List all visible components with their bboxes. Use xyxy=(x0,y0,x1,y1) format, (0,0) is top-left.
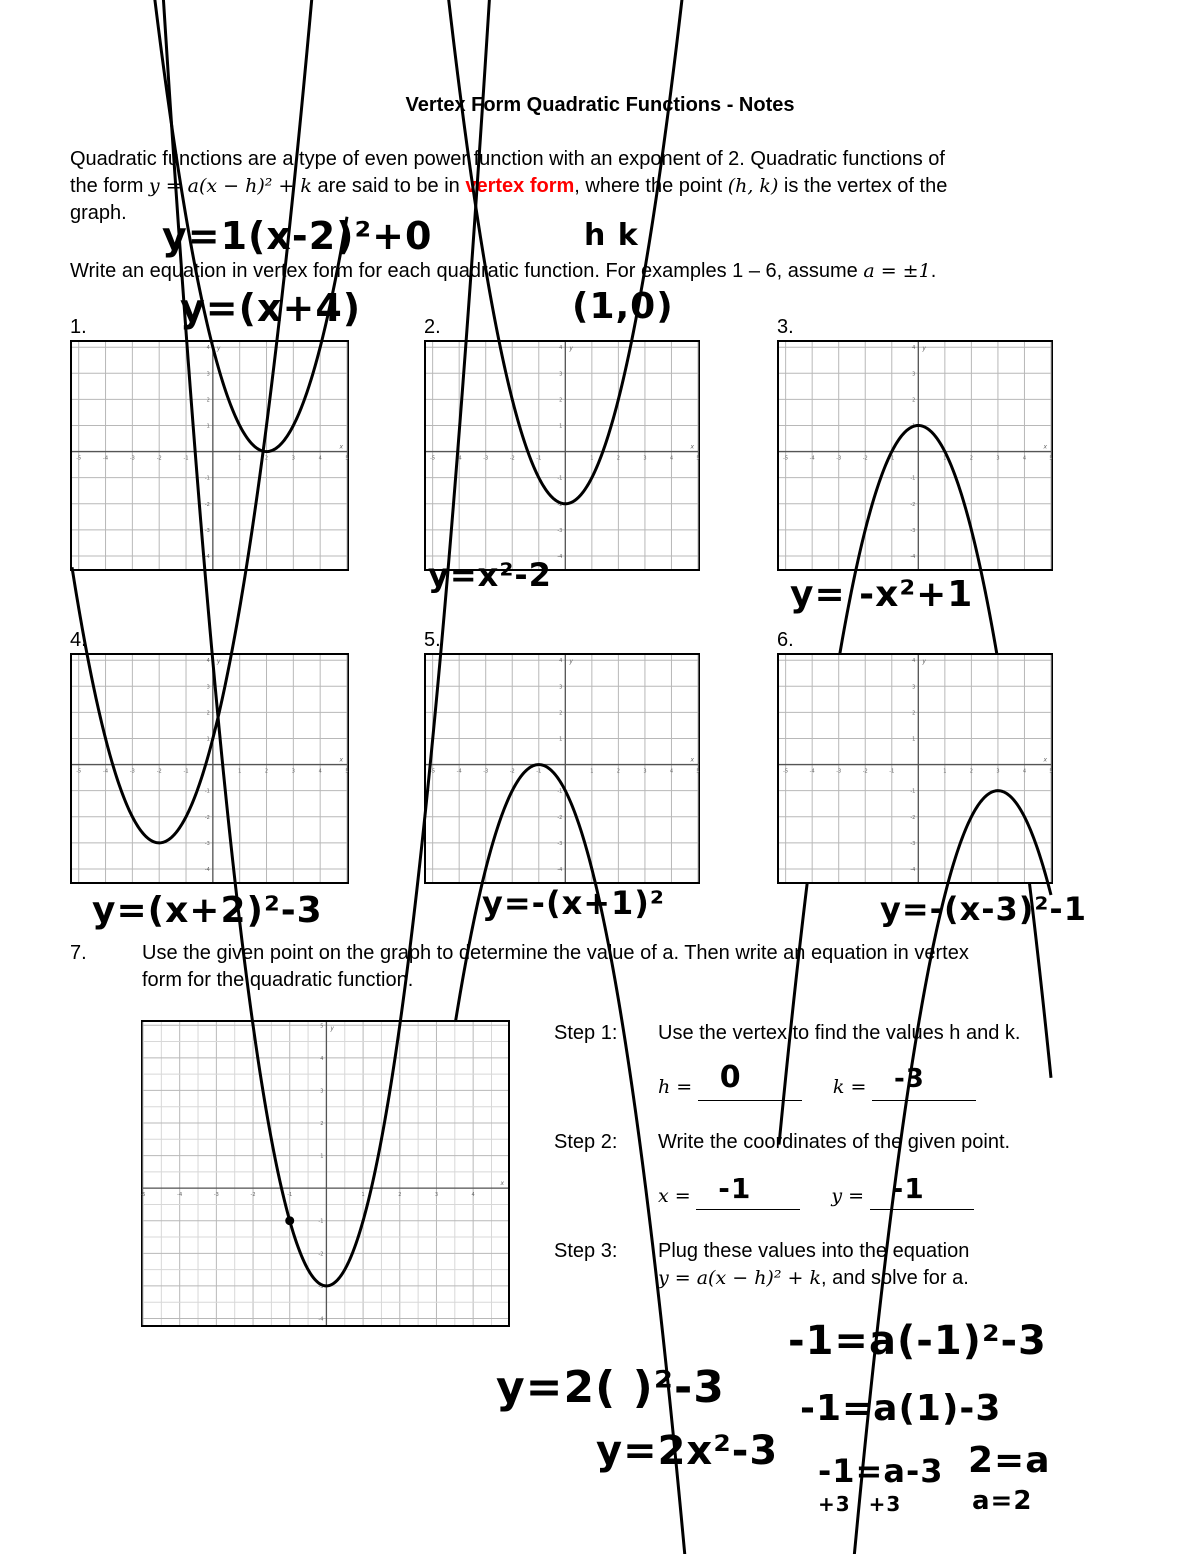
y-tick-label: 3 xyxy=(559,684,563,691)
handwritten-vertex: (1,0) xyxy=(572,286,674,327)
x-tick-label: 2 xyxy=(616,455,620,462)
given-point xyxy=(285,1216,294,1225)
x-tick-label: 3 xyxy=(996,768,1000,775)
y-tick-label: 1 xyxy=(559,736,563,743)
k-label: k = xyxy=(832,1076,867,1098)
x-tick-label: 1 xyxy=(238,455,242,462)
x-axis-label: x xyxy=(1043,756,1047,764)
work-right-2: -1=a(1)-3 xyxy=(800,1388,1002,1429)
graph-6 xyxy=(777,653,1053,884)
page-title: Vertex Form Quadratic Functions - Notes xyxy=(405,94,795,116)
graph-1 xyxy=(70,340,349,571)
y-tick-label: 1 xyxy=(912,736,916,743)
x-tick-label: -4 xyxy=(177,1192,183,1199)
intro-text: the form xyxy=(70,175,149,197)
graph-2 xyxy=(424,340,700,571)
y-tick-label: 4 xyxy=(559,658,563,665)
x-tick-label: -2 xyxy=(862,455,868,462)
x-tick-label: 5 xyxy=(1049,455,1053,462)
graph-7-plot xyxy=(140,1022,508,1325)
y-axis-label: y xyxy=(330,1025,334,1032)
y-tick-label: 3 xyxy=(206,371,210,378)
x-tick-label: -2 xyxy=(509,455,515,462)
x-tick-label: -1 xyxy=(889,768,895,775)
x-axis-label: x xyxy=(690,443,694,451)
x-tick-label: -5 xyxy=(430,768,436,775)
y-tick-label: 2 xyxy=(559,710,563,717)
x-tick-label: -3 xyxy=(129,768,135,775)
x-tick-label: 1 xyxy=(361,1192,365,1199)
vertex-form-formula: y = a(x − h)² + k xyxy=(148,175,312,197)
work-right-3-sub: +3 +3 xyxy=(818,1492,902,1516)
y-tick-label: -1 xyxy=(557,788,563,795)
x-tick-label: 1 xyxy=(943,768,947,775)
work-right-5: a=2 xyxy=(972,1486,1033,1516)
y-tick-label: 5 xyxy=(320,1023,324,1030)
y-value: -1 xyxy=(891,1172,925,1205)
y-tick-label: 2 xyxy=(912,397,916,404)
graph-5-plot xyxy=(426,655,698,882)
x-tick-label: -3 xyxy=(836,768,842,775)
work-left-1: y=2( )²-3 xyxy=(496,1362,725,1413)
y-tick-label: 2 xyxy=(206,397,210,404)
y-tick-label: -2 xyxy=(910,814,916,821)
x-axis-label: x xyxy=(500,1180,504,1188)
x-tick-label: -2 xyxy=(509,768,515,775)
step2-label: Step 2: xyxy=(554,1131,618,1153)
x-tick-label: 5 xyxy=(345,455,349,462)
step2-text: Write the coordinates of the given point. xyxy=(658,1131,1011,1153)
x-tick-label: -4 xyxy=(809,455,815,462)
x-tick-label: -4 xyxy=(103,768,109,775)
problem-label-5: 5. xyxy=(424,629,441,651)
graph-6-plot xyxy=(779,655,1051,882)
y-tick-label: -3 xyxy=(204,527,210,534)
y-tick-label: 3 xyxy=(559,371,563,378)
y-tick-label: 1 xyxy=(912,423,916,430)
x-tick-label: -4 xyxy=(456,768,462,775)
problem-label-2: 2. xyxy=(424,316,441,338)
step3-text xyxy=(658,1238,1138,1292)
x-tick-label: 1 xyxy=(943,455,947,462)
work-right-3: -1=a-3 xyxy=(818,1452,944,1490)
x-tick-label: 5 xyxy=(696,455,700,462)
y-tick-label: 4 xyxy=(320,1055,324,1062)
y-tick-label: -3 xyxy=(204,840,210,847)
y-tick-label: 3 xyxy=(320,1088,324,1095)
x-tick-label: -1 xyxy=(287,1192,293,1199)
x-tick-label: -1 xyxy=(889,455,895,462)
y-tick-label: -1 xyxy=(204,788,210,795)
y-tick-label: -2 xyxy=(204,814,210,821)
x-tick-label: -3 xyxy=(483,455,489,462)
handwritten-answer-6: y=-(x-3)²-1 xyxy=(880,890,1087,928)
x-tick-label: -2 xyxy=(156,768,162,775)
x-tick-label: -3 xyxy=(483,768,489,775)
x-tick-label: 2 xyxy=(616,768,620,775)
y-label: y = xyxy=(831,1185,865,1207)
x-tick-label: 4 xyxy=(318,455,322,462)
x-tick-label: 2 xyxy=(398,1192,402,1199)
handwritten-answer-2: y=x²-2 xyxy=(428,556,552,594)
intro-line-2 xyxy=(70,173,1140,200)
y-tick-label: 2 xyxy=(559,397,563,404)
step3-label: Step 3: xyxy=(554,1240,618,1262)
instruction-math: a = ±1 xyxy=(863,260,931,282)
x-tick-label: -3 xyxy=(213,1192,219,1199)
x-tick-label: -5 xyxy=(76,455,82,462)
x-axis-label: x xyxy=(339,756,343,764)
y-axis-label: y xyxy=(216,658,221,665)
instruction-text: . xyxy=(930,260,937,282)
vertex-form-highlight: vertex form xyxy=(465,175,575,197)
handwritten-answer-3: y= -x²+1 xyxy=(790,574,974,615)
y-tick-label: -1 xyxy=(557,475,563,482)
step3-formula: y = a(x − h)² + k xyxy=(658,1267,821,1289)
x-tick-label: -4 xyxy=(103,455,109,462)
graph-7 xyxy=(141,1020,510,1327)
y-tick-label: 4 xyxy=(912,658,916,665)
x-tick-label: 3 xyxy=(643,455,647,462)
problem-label-1: 1. xyxy=(70,316,87,338)
x-tick-label: -2 xyxy=(156,455,162,462)
y-tick-label: -1 xyxy=(318,1218,324,1225)
graph-1-plot xyxy=(72,342,347,569)
step1-label: Step 1: xyxy=(554,1022,618,1044)
x-tick-label: 2 xyxy=(969,768,973,775)
x-tick-label: 2 xyxy=(264,455,269,462)
y-tick-label: -4 xyxy=(204,553,210,560)
x-tick-label: 4 xyxy=(318,768,322,775)
k-blank[interactable] xyxy=(872,1064,976,1101)
step2-blanks xyxy=(658,1172,974,1210)
x-tick-label: 5 xyxy=(345,768,349,775)
step1-text: Use the vertex to find the values h and k. xyxy=(658,1022,1021,1044)
x-tick-label: -1 xyxy=(183,768,189,775)
step3-text-line-2 xyxy=(658,1265,1138,1292)
work-left-2: y=2x²-3 xyxy=(596,1428,779,1474)
x-label: x = xyxy=(658,1185,691,1207)
x-tick-label: -1 xyxy=(536,455,542,462)
x-value: -1 xyxy=(718,1172,752,1205)
x-tick-label: -2 xyxy=(862,768,868,775)
y-tick-label: -1 xyxy=(910,788,916,795)
handwritten-answer-5: y=-(x+1)² xyxy=(482,884,665,922)
y-tick-label: -4 xyxy=(318,1316,324,1323)
x-tick-label: 5 xyxy=(696,768,700,775)
handwritten-eq1: y=1(x-2)²+0 xyxy=(162,214,433,258)
y-tick-label: 4 xyxy=(559,345,563,352)
y-tick-label: -3 xyxy=(910,527,916,534)
graph-4 xyxy=(70,653,349,884)
instruction-text: Write an equation in vertex form for each quadratic function. For examples 1 – 6, assume xyxy=(70,260,864,282)
graph-3-plot xyxy=(779,342,1051,569)
y-tick-label: 1 xyxy=(206,423,210,430)
x-tick-label: -5 xyxy=(140,1192,146,1199)
y-tick-label: -3 xyxy=(557,840,563,847)
y-axis-label: y xyxy=(922,658,926,665)
graph-2-plot xyxy=(426,342,698,569)
intro-line-1: Quadratic functions are a type of even power function with an exponent of 2. Quadratic functions of xyxy=(70,148,945,170)
y-tick-label: -4 xyxy=(204,866,210,873)
y-axis-label: y xyxy=(216,345,221,352)
x-tick-label: 4 xyxy=(1022,455,1027,462)
y-tick-label: -2 xyxy=(318,1251,324,1258)
y-tick-label: -4 xyxy=(910,553,916,560)
y-tick-label: 2 xyxy=(912,710,916,717)
y-tick-label: 1 xyxy=(559,423,563,430)
y-tick-label: -3 xyxy=(910,840,916,847)
h-blank[interactable] xyxy=(698,1060,802,1101)
intro-line-3: graph. xyxy=(70,202,127,224)
y-tick-label: -2 xyxy=(910,501,916,508)
y-tick-label: 1 xyxy=(320,1153,324,1160)
y-tick-label: 2 xyxy=(206,710,210,717)
y-axis-label: y xyxy=(569,658,573,665)
handwritten-hk: h k xyxy=(584,218,639,253)
y-tick-label: 3 xyxy=(206,684,210,691)
problem-label-7: 7. xyxy=(70,942,87,964)
x-tick-label: -3 xyxy=(836,455,842,462)
x-tick-label: -1 xyxy=(536,768,542,775)
x-tick-label: 4 xyxy=(669,768,674,775)
step3-text-end: , and solve for a. xyxy=(820,1267,969,1289)
problem7-text xyxy=(142,940,1142,994)
x-tick-label: -5 xyxy=(783,768,789,775)
problem-label-3: 3. xyxy=(777,316,794,338)
graph-5 xyxy=(424,653,700,884)
y-tick-label: -4 xyxy=(557,866,563,873)
x-tick-label: 1 xyxy=(590,768,594,775)
x-axis-label: x xyxy=(1043,443,1047,451)
y-tick-label: -1 xyxy=(204,475,210,482)
h-label: h = xyxy=(658,1076,693,1098)
handwritten-answer-1: y=(x+4) xyxy=(180,286,362,330)
x-axis-label: x xyxy=(339,443,343,451)
h-value: 0 xyxy=(719,1060,742,1095)
intro-text: , where the point xyxy=(574,175,728,197)
work-right-1: -1=a(-1)²-3 xyxy=(788,1318,1047,1364)
step3-text-line-1: Plug these values into the equation xyxy=(658,1240,970,1262)
y-tick-label: -4 xyxy=(557,553,563,560)
y-tick-label: 2 xyxy=(320,1121,324,1127)
y-tick-label: 4 xyxy=(206,345,210,352)
y-tick-label: -2 xyxy=(204,501,210,508)
graph-3 xyxy=(777,340,1053,571)
x-tick-label: -4 xyxy=(456,455,462,462)
handwritten-answer-4: y=(x+2)²-3 xyxy=(92,890,323,931)
x-tick-label: -5 xyxy=(783,455,789,462)
problem-label-4: 4. xyxy=(70,629,87,651)
x-blank[interactable] xyxy=(696,1172,800,1210)
x-tick-label: 1 xyxy=(590,455,594,462)
y-tick-label: -3 xyxy=(318,1283,324,1290)
y-axis-label: y xyxy=(569,345,573,352)
x-tick-label: -5 xyxy=(76,768,82,775)
problem7-text-line-1: Use the given point on the graph to determine the value of a. Then write an equation in vertex xyxy=(142,942,969,964)
x-tick-label: 5 xyxy=(1049,768,1053,775)
x-tick-label: 3 xyxy=(643,768,647,775)
y-tick-label: 3 xyxy=(912,684,916,691)
x-tick-label: -2 xyxy=(250,1192,256,1199)
x-tick-label: 3 xyxy=(291,455,295,462)
x-tick-label: 1 xyxy=(238,768,242,775)
x-tick-label: 2 xyxy=(264,768,269,775)
y-tick-label: 3 xyxy=(912,371,916,378)
x-tick-label: 3 xyxy=(996,455,1000,462)
y-tick-label: 1 xyxy=(206,736,210,743)
y-tick-label: -2 xyxy=(557,501,563,508)
x-tick-label: -5 xyxy=(430,455,436,462)
y-tick-label: -3 xyxy=(557,527,563,534)
instruction xyxy=(70,258,1150,285)
k-value: -3 xyxy=(893,1064,925,1094)
x-axis-label: x xyxy=(690,756,694,764)
y-tick-label: -4 xyxy=(910,866,916,873)
x-tick-label: -1 xyxy=(183,455,189,462)
intro-text: are said to be in xyxy=(311,175,466,197)
y-blank[interactable] xyxy=(870,1172,974,1210)
y-tick-label: -2 xyxy=(557,814,563,821)
x-tick-label: 4 xyxy=(471,1192,475,1199)
x-tick-label: -4 xyxy=(809,768,815,775)
work-right-4: 2=a xyxy=(968,1440,1051,1481)
y-tick-label: -1 xyxy=(910,475,916,482)
x-tick-label: 3 xyxy=(434,1192,439,1199)
x-tick-label: 4 xyxy=(669,455,674,462)
y-axis-label: y xyxy=(922,345,926,352)
x-tick-label: 3 xyxy=(291,768,295,775)
x-tick-label: 4 xyxy=(1022,768,1027,775)
x-tick-label: -3 xyxy=(129,455,135,462)
problem-label-6: 6. xyxy=(777,629,794,651)
vertex-point: (h, k) xyxy=(727,175,779,197)
y-tick-label: 4 xyxy=(912,345,916,352)
step1-blanks xyxy=(658,1060,976,1101)
problem7-text-line-2: form for the quadratic function. xyxy=(142,969,414,991)
x-tick-label: 2 xyxy=(969,455,973,462)
graph-4-plot xyxy=(72,655,347,882)
intro-text: is the vertex of the xyxy=(778,175,948,197)
y-tick-label: 4 xyxy=(206,658,210,665)
